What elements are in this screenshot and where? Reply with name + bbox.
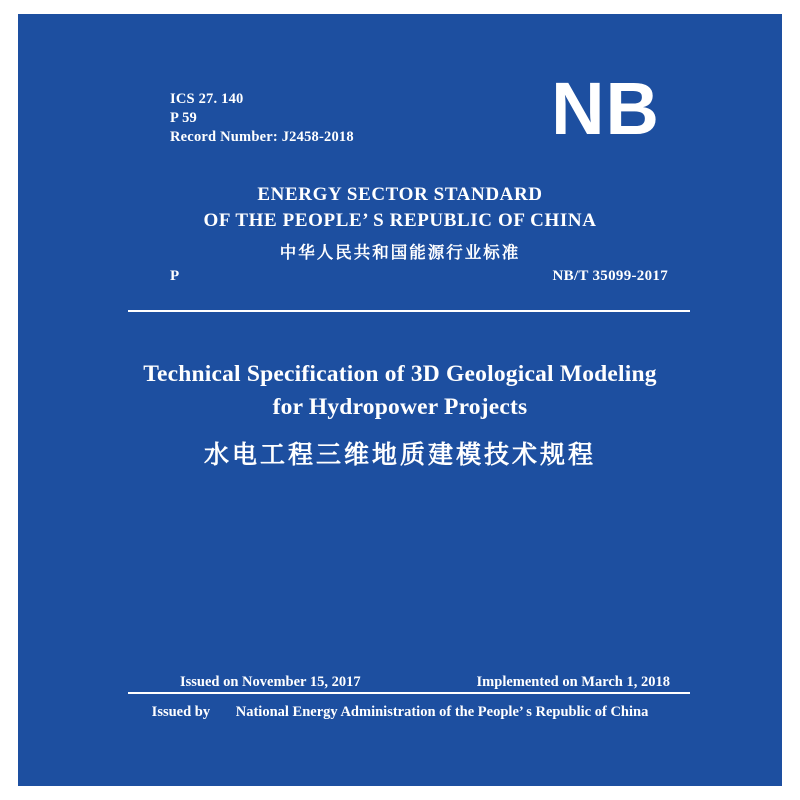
issuer-row: [18, 704, 782, 721]
standard-category-letter: P: [170, 268, 180, 284]
standard-authority-block: [18, 182, 782, 268]
issue-date: Issued on November 15, 2017: [180, 674, 361, 690]
record-number: Record Number: J2458-2018: [170, 129, 354, 145]
document-title-block: [18, 358, 782, 476]
page-margin-right: [782, 0, 800, 800]
standard-name-cn: 中华人民共和国能源行业标准: [279, 243, 521, 262]
issuer-organization: National Energy Administration of the People’ s Republic of China: [235, 704, 649, 720]
divider-top: [128, 310, 690, 312]
standard-name-en-line1: ENERGY SECTOR STANDARD: [257, 184, 543, 205]
ics-number: ICS 27. 140: [170, 91, 244, 107]
ics-block: [170, 90, 354, 147]
dates-row: [18, 674, 782, 694]
divider-bottom: [128, 692, 690, 694]
cover-content: [18, 14, 782, 786]
implementation-date: Implemented on March 1, 2018: [476, 674, 670, 690]
cover-header: [18, 67, 782, 192]
issuer-label: Issued by: [151, 704, 211, 720]
page-margin-bottom: [0, 786, 800, 800]
document-title-en-line2: for Hydropower Projects: [272, 394, 528, 420]
document-title-en-line1: Technical Specification of 3D Geological Modeling: [143, 361, 657, 387]
document-title-cn: 水电工程三维地质建模技术规程: [203, 442, 596, 469]
nb-logo: NB: [551, 67, 660, 150]
page-margin-top: [0, 0, 800, 14]
standard-name-en-line2: OF THE PEOPLE’ S REPUBLIC OF CHINA: [203, 210, 597, 231]
standard-number: NB/T 35099-2017: [552, 268, 668, 284]
standard-code-row: [18, 268, 782, 290]
page-margin-left: [0, 0, 18, 800]
classification-code: P 59: [170, 110, 197, 126]
